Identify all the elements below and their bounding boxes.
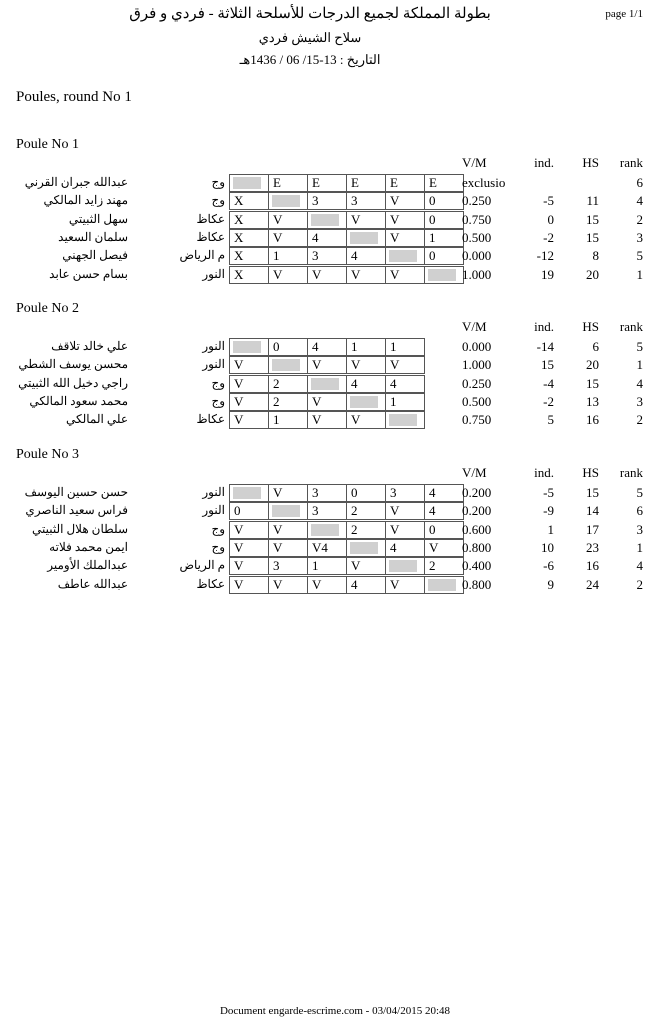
bout-grid [229,485,464,502]
fencer-club: م الرياض [179,248,225,263]
bout-cell: 0 [424,211,464,229]
bout-grid [229,558,464,575]
fencer-club: وج [211,375,225,390]
bout-cell: V [307,266,347,284]
bout-cell: V [307,393,347,411]
indicator: 9 [547,576,554,592]
fencer-name: سهل الثبيتي [68,211,128,226]
indicator: 19 [541,266,554,282]
bout-cell: 1 [385,338,425,356]
bout-cell: V [346,557,386,575]
fencer-club: وج [211,175,225,189]
bout-cell: V [346,411,386,429]
bout-cell-self [424,266,464,284]
bout-cell: V [229,521,269,539]
hits-scored: 20 [586,266,599,282]
bout-cell: V [385,521,425,539]
indicator: 5 [547,412,554,428]
hits-scored: 13 [586,393,599,409]
bout-cell: 0 [346,484,386,502]
victory-ratio: 0.250 [462,375,492,391]
bout-cell: V [268,211,308,229]
victory-ratio: 0.000 [462,248,492,264]
indicator: 10 [541,539,554,555]
hits-scored: 11 [586,193,599,209]
bout-cell-self [385,247,425,265]
bout-cell: V [346,211,386,229]
bout-cell: X [229,211,269,229]
victory-ratio: 0.000 [462,339,492,354]
hits-scored: 17 [586,521,599,537]
indicator: 15 [541,357,554,373]
indicator: -12 [536,248,554,264]
victory-ratio: 0.800 [462,576,492,592]
bout-cell: 3 [307,502,347,520]
fencer-name: مهند زايد المالكي [43,193,128,208]
fencer-name: علي المالكي [65,412,128,427]
bout-grid [229,212,464,229]
fencer-name: سلمان السعيد [58,229,128,244]
column-header-ind: ind. [534,155,554,170]
bout-cell: X [229,229,269,247]
column-header-vm: V/M [462,319,487,334]
bout-cell-self [229,174,269,192]
bout-cell-self [346,229,386,247]
bout-grid [229,376,425,393]
rank: 4 [636,375,643,391]
bout-cell: 1 [268,411,308,429]
rank: 6 [636,503,643,519]
bout-cell: E [307,174,347,192]
bout-grid [229,412,425,429]
document-footer: Document engarde-escrime.com - 03/04/2015 20:48 [219,1005,451,1017]
fencer-club: النور [202,266,225,281]
bout-cell: 1 [307,557,347,575]
fencer-row [0,522,670,540]
fencer-club: م الرياض [179,558,225,573]
bout-cell: X [229,266,269,284]
fencer-name: عبدالله جبران القرني [24,175,128,189]
bout-cell: V [229,557,269,575]
hits-scored: 8 [592,248,599,264]
fencer-club: وج [211,521,225,536]
victory-ratio: 0.200 [462,503,492,519]
bout-cell: V [229,356,269,374]
hits-scored: 16 [586,412,599,428]
fencer-row [0,485,670,503]
bout-cell: E [346,174,386,192]
bout-cell: V [385,502,425,520]
fencer-row [0,193,670,211]
bout-cell: V [268,539,308,557]
rank: 1 [636,266,643,282]
bout-cell: 0 [424,247,464,265]
fencer-row [0,503,670,521]
fencer-name: بسام حسن عابد [49,266,128,281]
indicator: -2 [543,393,554,409]
fencer-row [0,558,670,576]
document-subtitle: سلاح الشيش فردي [258,30,362,45]
rank: 4 [636,193,643,209]
victory-ratio: 1.000 [462,357,492,373]
bout-cell: 0 [424,192,464,210]
bout-grid [229,248,464,265]
fencer-name: حسن حسين اليوسف [24,485,128,499]
indicator: 1 [547,521,554,537]
indicator: -5 [543,485,554,500]
column-header-ind: ind. [534,465,554,480]
fencer-row [0,212,670,230]
fencer-row [0,339,670,357]
column-header-hs: HS [582,319,599,334]
column-header-rank: rank [619,319,643,334]
bout-cell: 4 [307,229,347,247]
victory-ratio: 0.750 [462,412,492,428]
victory-ratio: 0.500 [462,229,492,245]
bout-cell: V [229,539,269,557]
indicator: -6 [543,558,554,574]
fencer-row [0,230,670,248]
fencer-row [0,248,670,266]
hits-scored: 6 [592,339,599,354]
fencer-name: عبدالله عاطف [57,576,128,591]
column-header-rank: rank [619,155,643,170]
poule-section [0,301,670,436]
bout-cell: 4 [346,247,386,265]
bout-cell: V [268,229,308,247]
bout-cell: X [229,192,269,210]
bout-cell: V [346,356,386,374]
fencer-club: النور [202,339,225,353]
bout-cell: 0 [229,502,269,520]
indicator: 0 [547,211,554,227]
poule-title: Poule No 3 [16,447,79,462]
fencer-name: سلطان هلال الثبيتي [31,521,128,536]
rank: 5 [636,248,643,264]
bout-cell: V [385,229,425,247]
bout-cell-self [307,521,347,539]
victory-ratio: 0.750 [462,211,492,227]
bout-cell: 4 [385,539,425,557]
fencer-row [0,577,670,595]
hits-scored: 15 [586,375,599,391]
bout-cell: 4 [346,375,386,393]
hits-scored: 16 [586,558,599,574]
bout-cell: E [424,174,464,192]
fencer-row [0,540,670,558]
fencer-row [0,175,670,193]
bout-grid [229,540,464,557]
victory-ratio: 0.400 [462,558,492,574]
column-header-rank: rank [619,465,643,480]
fencer-club: وج [211,193,225,208]
column-header-hs: HS [582,465,599,480]
fencer-name: محسن يوسف الشطي [18,357,128,372]
bout-grid [229,175,464,192]
bout-cell: V [268,484,308,502]
bout-cell-self [268,502,308,520]
bout-cell: 1 [424,229,464,247]
indicator: -2 [543,229,554,245]
document-date: التاريخ : 13-15/ 06 / 1436هـ [239,52,381,67]
bout-cell: 4 [307,338,347,356]
bout-cell-self [385,411,425,429]
bout-cell: V [424,539,464,557]
bout-cell: 4 [424,502,464,520]
rank: 1 [636,357,643,373]
bout-cell-self [229,484,269,502]
bout-cell: V [268,521,308,539]
bout-cell: V [307,411,347,429]
bout-cell: V [307,356,347,374]
bout-cell: V [385,576,425,594]
column-header-ind: ind. [534,319,554,334]
bout-cell: V [268,266,308,284]
bout-cell: 4 [424,484,464,502]
rank: 3 [636,521,643,537]
hits-scored: 20 [586,357,599,373]
bout-cell: 3 [268,557,308,575]
bout-grid [229,193,464,210]
bout-cell: 3 [307,192,347,210]
rank: 1 [636,539,643,555]
bout-cell: 4 [385,375,425,393]
bout-cell-self [307,211,347,229]
victory-ratio: 0.500 [462,393,492,409]
bout-cell: X [229,247,269,265]
fencer-club: عكاظ [196,211,225,226]
round-title: Poules, round No 1 [16,89,132,105]
bout-cell: V [229,375,269,393]
document-title: بطولة المملكة لجميع الدرجات للأسلحة الثلاثة - فردي و فرق [129,6,491,22]
bout-cell: V [307,576,347,594]
fencer-club: عكاظ [196,412,225,427]
bout-cell: 3 [385,484,425,502]
victory-ratio: 0.600 [462,521,492,537]
fencer-club: النور [202,357,225,372]
bout-grid [229,577,464,594]
rank: 3 [636,229,643,245]
bout-cell: V [229,411,269,429]
fencer-name: فراس سعيد الناصري [25,503,128,518]
bout-cell-self [424,576,464,594]
rank: 5 [636,339,643,354]
indicator: -14 [536,339,554,354]
bout-cell-self [268,192,308,210]
bout-cell-self [268,356,308,374]
bout-cell: 1 [346,338,386,356]
fencer-name: ايمن محمد فلاته [49,539,128,554]
bout-cell-self [346,393,386,411]
fencer-row [0,376,670,394]
bout-cell-self [346,539,386,557]
bout-cell: 0 [268,338,308,356]
bout-cell: 3 [307,484,347,502]
fencer-club: عكاظ [196,576,225,591]
bout-cell: V [385,211,425,229]
column-header-vm: V/M [462,155,487,170]
bout-grid [229,339,425,356]
hits-scored: 14 [586,503,599,519]
bout-cell: V4 [307,539,347,557]
fencer-row [0,412,670,430]
fencer-club: وج [211,539,225,554]
bout-grid [229,394,425,411]
bout-grid [229,230,464,247]
fencer-name: محمد سعود المالكي [29,393,128,408]
bout-cell: V [229,393,269,411]
fencer-row [0,267,670,285]
bout-cell: 2 [268,375,308,393]
bout-cell-self [385,557,425,575]
fencer-club: عكاظ [196,229,225,244]
poule-section [0,447,670,600]
bout-cell: V [346,266,386,284]
fencer-row [0,394,670,412]
fencer-club: النور [202,503,225,518]
bout-grid [229,267,464,284]
bout-grid [229,522,464,539]
bout-cell: 3 [346,192,386,210]
hits-scored: 24 [586,576,599,592]
fencer-name: فيصل الجهني [62,248,128,263]
bout-cell: E [268,174,308,192]
bout-cell: V [385,356,425,374]
fencer-name: راجي دخيل الله الثبيتي [18,375,128,390]
victory-ratio: 0.200 [462,485,492,500]
bout-cell: 2 [424,557,464,575]
bout-cell: 2 [268,393,308,411]
bout-cell: V [268,576,308,594]
bout-cell: 4 [346,576,386,594]
poule-title: Poule No 2 [16,301,79,316]
bout-cell: E [385,174,425,192]
bout-cell: 0 [424,521,464,539]
column-header-vm: V/M [462,465,487,480]
bout-cell: 2 [346,502,386,520]
rank: 2 [636,576,643,592]
hits-scored: 15 [586,485,599,500]
bout-cell: V [385,192,425,210]
fencer-row [0,357,670,375]
bout-cell: 2 [346,521,386,539]
bout-grid [229,503,464,520]
column-header-hs: HS [582,155,599,170]
bout-cell-self [229,338,269,356]
rank: 6 [636,175,643,190]
fencer-name: علي خالد تلاقف [51,339,128,353]
rank: 3 [636,393,643,409]
bout-grid [229,357,425,374]
victory-ratio: 1.000 [462,266,492,282]
victory-ratio: exclusio [462,175,506,190]
rank: 2 [636,412,643,428]
fencer-club: وج [211,393,225,408]
victory-ratio: 0.800 [462,539,492,555]
bout-cell-self [307,375,347,393]
hits-scored: 15 [586,229,599,245]
indicator: -5 [543,193,554,209]
poule-section [0,137,670,290]
bout-cell: 1 [385,393,425,411]
bout-cell: V [229,576,269,594]
fencer-name: عبدالملك الأومير [47,558,128,573]
page-number: page 1/1 [605,8,643,20]
indicator: -9 [543,503,554,519]
victory-ratio: 0.250 [462,193,492,209]
rank: 5 [636,485,643,500]
bout-cell: 3 [307,247,347,265]
bout-cell: V [385,266,425,284]
bout-cell: 1 [268,247,308,265]
fencer-club: النور [202,485,225,499]
poule-title: Poule No 1 [16,137,79,152]
indicator: -4 [543,375,554,391]
hits-scored: 15 [586,211,599,227]
rank: 2 [636,211,643,227]
hits-scored: 23 [586,539,599,555]
rank: 4 [636,558,643,574]
